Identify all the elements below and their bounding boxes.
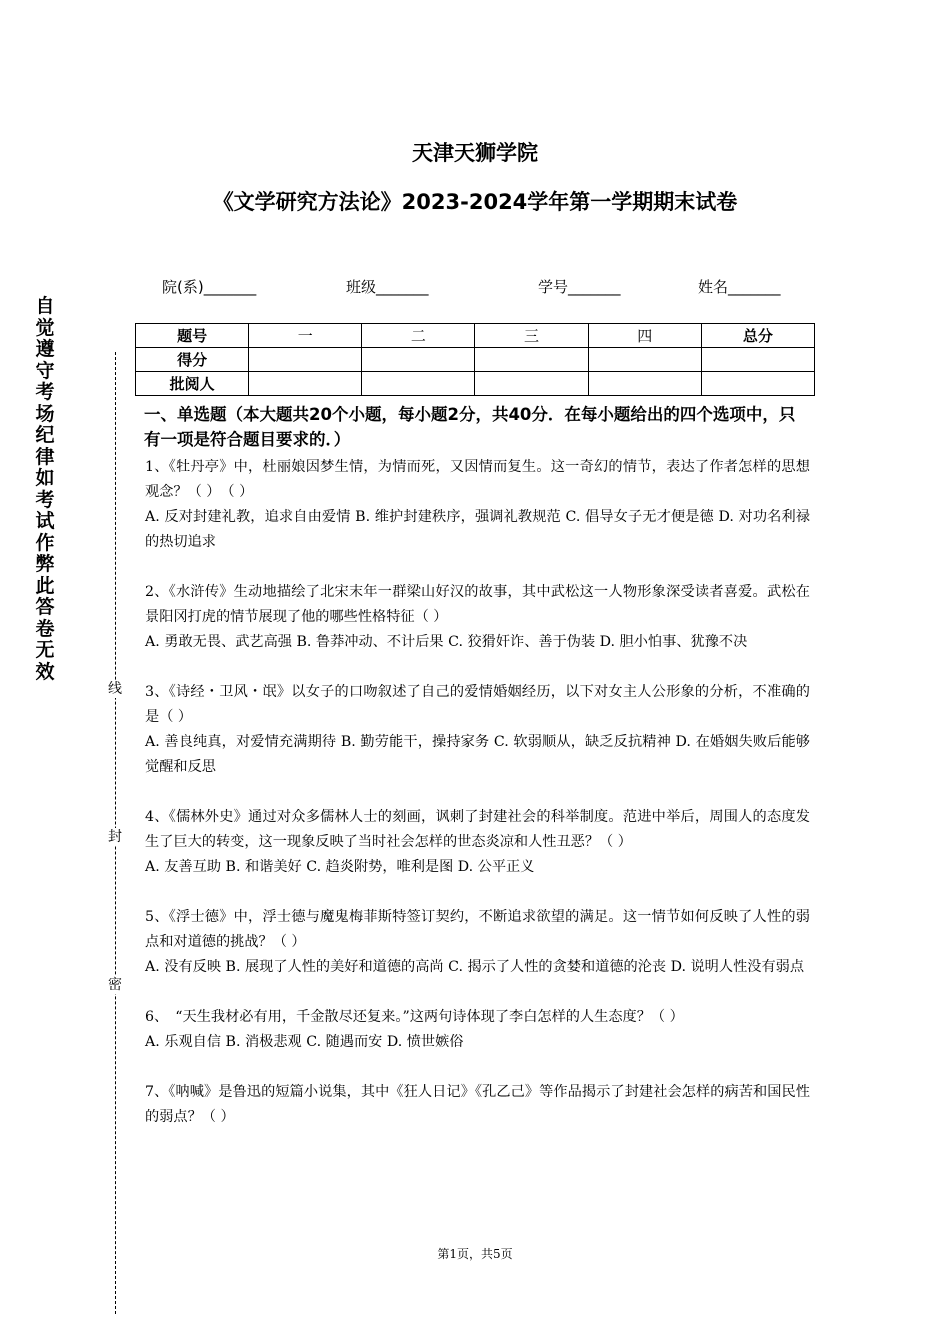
binding-mark-feng: 封	[108, 829, 122, 845]
header-cell-total: 总分	[701, 324, 814, 348]
score-cell[interactable]	[701, 348, 814, 372]
grader-row	[136, 372, 815, 396]
question-options: A. 乐观自信 B. 消极悲观 C. 随遇而安 D. 愤世嫉俗	[145, 1034, 464, 1050]
grader-cell[interactable]	[249, 372, 362, 396]
student-info-row	[0, 276, 950, 300]
name-field[interactable]: 姓名_______	[698, 278, 781, 296]
school-title: 天津天狮学院	[412, 141, 538, 165]
question-stem: 4、《儒林外史》通过对众多儒林人士的刻画，讽刺了封建社会的科举制度。范进中举后，周围人的态度发生了巨大的转变，这一现象反映了当时社会怎样的世态炎凉和人性丑恶？（ ）	[145, 809, 810, 850]
page-footer: 第1页，共5页	[437, 1247, 513, 1261]
question-item	[145, 805, 810, 880]
header-cell-2: 二	[362, 324, 475, 348]
grader-cell[interactable]	[588, 372, 701, 396]
score-table	[135, 323, 815, 396]
score-cell[interactable]	[249, 348, 362, 372]
question-stem: 7、《呐喊》是鲁迅的短篇小说集，其中《狂人日记》《孔乙己》等作品揭示了封建社会怎样的病苦和国民性的弱点？（ ）	[145, 1084, 810, 1125]
question-stem: 5、《浮士德》中，浮士德与魔鬼梅菲斯特签订契约，不断追求欲望的满足。这一情节如何反映了人性的弱点和对道德的挑战？（ ）	[145, 909, 810, 950]
header-cell-1: 一	[249, 324, 362, 348]
header-cell-4: 四	[588, 324, 701, 348]
question-options: A. 没有反映 B. 展现了人性的美好和道德的高尚 C. 揭示了人性的贪婪和道德的沦丧 D. 说明人性没有弱点	[145, 959, 805, 975]
department-field[interactable]: 院(系)_______	[162, 278, 257, 296]
grader-cell[interactable]	[475, 372, 588, 396]
grader-cell[interactable]	[701, 372, 814, 396]
grader-row-label: 批阅人	[136, 372, 249, 396]
score-cell[interactable]	[362, 348, 475, 372]
student-id-field[interactable]: 学号_______	[538, 278, 621, 296]
question-stem: 6、 “天生我材必有用，千金散尽还复来。”这两句诗体现了李白怎样的人生态度？（ ）	[145, 1009, 684, 1025]
grader-cell[interactable]	[362, 372, 475, 396]
class-field[interactable]: 班级_______	[346, 278, 429, 296]
binding-mark-mi: 密	[108, 977, 122, 993]
score-cell[interactable]	[475, 348, 588, 372]
exam-discipline-note: 自觉遵守考场纪律如考试作弊此答卷无效	[35, 295, 55, 683]
question-item	[145, 905, 810, 980]
exam-title: 《文学研究方法论》2023-2024学年第一学期期末试卷	[212, 190, 738, 214]
question-stem: 2、《水浒传》生动地描绘了北宋末年一群梁山好汉的故事，其中武松这一人物形象深受读者喜爱。武松在景阳冈打虎的情节展现了他的哪些性格特征（ ）	[145, 584, 810, 625]
binding-mark-xian: 线	[108, 681, 122, 697]
question-stem: 3、《诗经・卫风・氓》以女子的口吻叙述了自己的爱情婚姻经历，以下对女主人公形象的分析，不准确的是（ ）	[145, 684, 810, 725]
question-item	[145, 580, 810, 655]
question-item	[145, 1080, 810, 1130]
question-options: A. 反对封建礼教，追求自由爱情 B. 维护封建秩序，强调礼教规范 C. 倡导女子无才便是德 D. 对功名利禄的热切追求	[145, 509, 810, 550]
section-heading: 一、单选题（本大题共20个小题，每小题2分，共40分．在每小题给出的四个选项中，只有一项是符合题目要求的．）	[144, 405, 796, 449]
question-options: A. 友善互助 B. 和谐美好 C. 趋炎附势，唯利是图 D. 公平正义	[145, 859, 535, 875]
score-row	[136, 348, 815, 372]
exam-content	[145, 402, 810, 1155]
header-cell-3: 三	[475, 324, 588, 348]
question-stem: 1、《牡丹亭》中，杜丽娘因梦生情，为情而死，又因情而复生。这一奇幻的情节，表达了作者怎样的思想观念？（ ） （ ）	[145, 459, 810, 500]
score-row-label: 得分	[136, 348, 249, 372]
question-item	[145, 455, 810, 555]
question-options: A. 勇敢无畏、武艺高强 B. 鲁莽冲动、不计后果 C. 狡猾奸诈、善于伪装 D. 胆小怕事、犹豫不决	[145, 634, 748, 650]
score-cell[interactable]	[588, 348, 701, 372]
question-item	[145, 680, 810, 780]
score-table-header-row	[136, 324, 815, 348]
question-options: A. 善良纯真，对爱情充满期待 B. 勤劳能干，操持家务 C. 软弱顺从，缺乏反抗精神 D. 在婚姻失败后能够觉醒和反思	[145, 734, 810, 775]
question-item	[145, 1005, 810, 1055]
header-cell-question-no: 题号	[136, 324, 249, 348]
